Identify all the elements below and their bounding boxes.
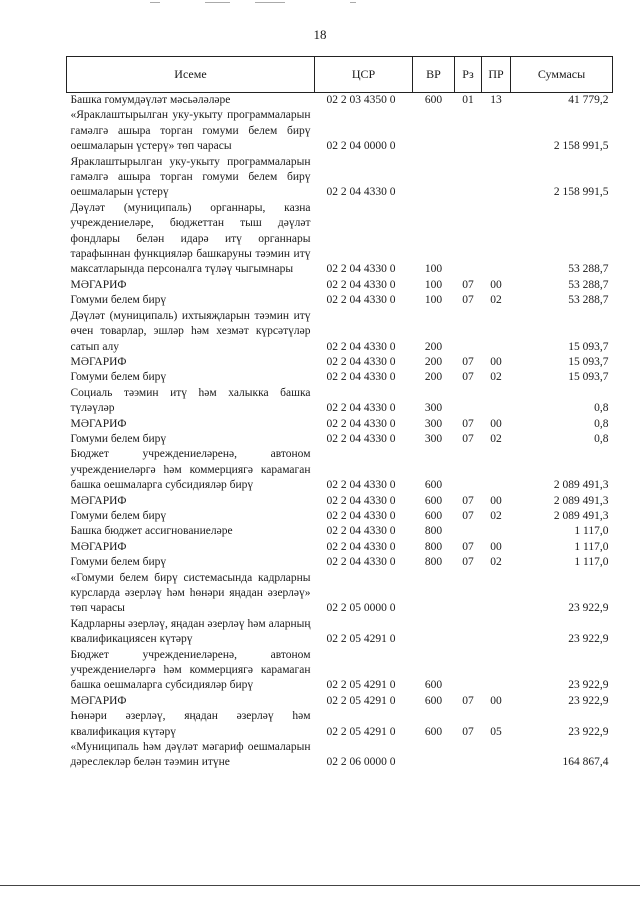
header-vr: ВР <box>413 57 455 93</box>
cell-vr <box>413 155 455 201</box>
cell-sum: 53 288,7 <box>568 263 609 276</box>
cell-vr: 800 <box>424 556 443 569</box>
cell-pr: 13 <box>490 94 502 106</box>
cell-pr: 00 <box>490 278 502 291</box>
cell-pr <box>482 617 511 648</box>
cell-name: МӘГАРИФ <box>70 694 127 707</box>
cell-rz <box>455 447 482 493</box>
cell-csr: 02 2 03 4350 0 <box>326 94 396 106</box>
cell-csr: 02 2 04 4330 0 <box>326 479 396 492</box>
cell-name: Бюджет учреждениеләренә, автоном учреждениеләргә һәм коммерциягә карамаган башка оешмаларга субсидияләр бирү <box>70 648 311 692</box>
cell-sum: 23 922,9 <box>568 694 609 707</box>
cell-rz <box>455 386 482 417</box>
cell-vr: 100 <box>424 278 443 291</box>
cell-name: Гомуми белем бирү <box>70 432 167 445</box>
table-row <box>67 309 613 355</box>
cell-name: МӘГАРИФ <box>70 278 127 291</box>
cell-rz: 07 <box>462 294 474 307</box>
cell-vr: 200 <box>424 340 443 353</box>
table-row <box>67 555 613 570</box>
scan-artifact-line <box>150 2 160 3</box>
table-row <box>67 93 613 109</box>
cell-vr <box>413 617 455 648</box>
cell-vr: 100 <box>424 263 443 276</box>
cell-name: Гомуми белем бирү <box>70 556 167 569</box>
cell-vr <box>413 740 455 771</box>
cell-csr: 02 2 04 4330 0 <box>326 355 396 368</box>
header-csr: ЦСР <box>315 57 413 93</box>
cell-pr: 02 <box>490 294 502 307</box>
cell-csr: 02 2 05 4291 0 <box>326 694 396 707</box>
cell-rz: 07 <box>462 556 474 569</box>
cell-name: МӘГАРИФ <box>70 417 127 430</box>
cell-pr <box>482 155 511 201</box>
cell-rz <box>455 155 482 201</box>
table-row <box>67 370 613 385</box>
cell-pr: 02 <box>490 556 502 569</box>
cell-sum: 1 117,0 <box>574 556 609 569</box>
table-header-row <box>67 57 613 93</box>
cell-pr: 00 <box>490 540 502 553</box>
scan-artifact-line <box>350 2 356 3</box>
cell-sum: 0,8 <box>594 432 609 445</box>
cell-sum: 2 158 991,5 <box>553 140 609 153</box>
cell-pr <box>482 571 511 617</box>
cell-vr: 200 <box>424 355 443 368</box>
cell-vr: 600 <box>424 694 443 707</box>
header-rz: Рз <box>455 57 482 93</box>
cell-csr: 02 2 04 4330 0 <box>326 186 396 199</box>
cell-name: Яраклаштырылган уку-укыту программаларын гамәлгә ашыра торган гомуми белем бирү оешмаларын үстерү <box>70 155 311 199</box>
cell-csr: 02 2 06 0000 0 <box>326 756 396 769</box>
cell-name: Башка бюджет ассигнованиеләре <box>70 525 233 538</box>
cell-rz: 07 <box>462 371 474 384</box>
cell-name: Һөнәри әзерләү, яңадан әзерләү һәм квалификация күтәрү <box>70 710 311 738</box>
table-body <box>67 93 613 771</box>
table-row <box>67 648 613 694</box>
cell-vr: 600 <box>424 725 443 738</box>
cell-vr: 300 <box>424 432 443 445</box>
table-row <box>67 432 613 447</box>
cell-pr: 02 <box>490 371 502 384</box>
cell-csr: 02 2 04 4330 0 <box>326 432 396 445</box>
cell-csr: 02 2 04 4330 0 <box>326 402 396 415</box>
table-row <box>67 740 613 771</box>
header-pr: ПР <box>482 57 511 93</box>
cell-rz: 07 <box>462 540 474 553</box>
cell-name: Бюджет учреждениеләренә, автоном учреждениеләргә һәм коммерциягә карамаган башка оешмаларга субсидияләр бирү <box>70 448 311 492</box>
cell-name: Гомуми белем бирү <box>70 509 167 522</box>
header-sum: Суммасы <box>511 57 613 93</box>
cell-sum: 1 117,0 <box>574 540 609 553</box>
cell-rz <box>455 571 482 617</box>
table-row <box>67 494 613 509</box>
table-row <box>67 709 613 740</box>
budget-table <box>66 56 613 771</box>
table-row <box>67 447 613 493</box>
cell-rz: 07 <box>462 694 474 707</box>
cell-name: «Гомуми белем бирү системасында кадрларны курсларда әзерләү һәм һөнәри яңадан әзерләү» төп чарасы <box>70 571 311 615</box>
cell-vr: 600 <box>424 509 443 522</box>
cell-vr: 800 <box>424 525 443 538</box>
cell-pr <box>482 740 511 771</box>
page-number: 18 <box>313 27 327 42</box>
cell-rz <box>455 108 482 154</box>
cell-rz: 07 <box>462 355 474 368</box>
cell-rz: 07 <box>462 725 474 738</box>
table-row <box>67 694 613 709</box>
cell-sum: 53 288,7 <box>568 294 609 307</box>
cell-name: Гомуми белем бирү <box>70 371 167 384</box>
table-row <box>67 293 613 308</box>
cell-name: МӘГАРИФ <box>70 355 127 368</box>
cell-sum: 2 158 991,5 <box>553 186 609 199</box>
cell-sum: 23 922,9 <box>568 602 609 615</box>
cell-rz <box>455 309 482 355</box>
cell-name: Дәүләт (муниципаль) ихтыяҗларын тәэмин итү өчен товарлар, эшләр һәм хезмәт күрсәтүләр сатып алу <box>70 309 311 353</box>
cell-vr: 600 <box>424 94 443 106</box>
cell-pr: 00 <box>490 417 502 430</box>
cell-vr <box>413 108 455 154</box>
cell-vr: 600 <box>424 494 443 507</box>
cell-name: Дәүләт (муниципаль) органнары, казна учреждениеләре, бюджеттан тыш дәүләт фондлары белән идарә итү органнары тарафыннан функцияләр башкаруны тәэмин итү максатларында персоналга түләү чыгымнары <box>70 201 311 276</box>
cell-sum: 0,8 <box>594 402 609 415</box>
table-row <box>67 278 613 293</box>
cell-pr: 02 <box>490 432 502 445</box>
cell-csr: 02 2 04 4330 0 <box>326 494 396 507</box>
cell-pr: 05 <box>490 725 502 738</box>
cell-rz: 07 <box>462 509 474 522</box>
cell-rz <box>455 648 482 694</box>
cell-rz <box>455 524 482 539</box>
cell-csr: 02 2 05 4291 0 <box>326 679 396 692</box>
cell-csr: 02 2 04 4330 0 <box>326 340 396 353</box>
cell-csr: 02 2 04 4330 0 <box>326 417 396 430</box>
table-row <box>67 155 613 201</box>
table-row <box>67 355 613 370</box>
cell-vr <box>413 571 455 617</box>
scan-artifact-line <box>255 2 285 3</box>
table-row <box>67 524 613 539</box>
cell-sum: 23 922,9 <box>568 633 609 646</box>
cell-rz: 01 <box>462 94 474 106</box>
table-row <box>67 509 613 524</box>
cell-rz: 07 <box>462 432 474 445</box>
cell-csr: 02 2 05 4291 0 <box>326 725 396 738</box>
cell-csr: 02 2 04 4330 0 <box>326 278 396 291</box>
cell-pr <box>482 108 511 154</box>
budget-table-container <box>66 56 612 771</box>
cell-pr <box>482 524 511 539</box>
cell-vr: 800 <box>424 540 443 553</box>
page-bottom-border <box>0 885 640 886</box>
cell-sum: 53 288,7 <box>568 278 609 291</box>
cell-rz <box>455 740 482 771</box>
cell-csr: 02 2 04 4330 0 <box>326 294 396 307</box>
cell-vr: 100 <box>424 294 443 307</box>
cell-sum: 2 089 491,3 <box>553 509 609 522</box>
cell-rz <box>455 617 482 648</box>
cell-rz: 07 <box>462 417 474 430</box>
cell-csr: 02 2 04 4330 0 <box>326 509 396 522</box>
cell-sum: 2 089 491,3 <box>553 494 609 507</box>
cell-vr: 600 <box>424 679 443 692</box>
cell-name: «Яраклаштырылган уку-укыту программаларын гамәлгә ашыра торган гомуми белем бирү оешмаларын үстерү» төп чарасы <box>70 109 311 153</box>
header-name: Исеме <box>67 57 315 93</box>
cell-pr <box>482 447 511 493</box>
cell-rz: 07 <box>462 494 474 507</box>
cell-sum: 41 779,2 <box>568 94 609 106</box>
table-row <box>67 386 613 417</box>
cell-csr: 02 2 04 4330 0 <box>326 556 396 569</box>
cell-csr: 02 2 04 0000 0 <box>326 140 396 153</box>
table-row <box>67 201 613 278</box>
cell-csr: 02 2 04 4330 0 <box>326 540 396 553</box>
cell-sum: 23 922,9 <box>568 725 609 738</box>
cell-pr <box>482 386 511 417</box>
table-row <box>67 540 613 555</box>
cell-csr: 02 2 04 4330 0 <box>326 525 396 538</box>
cell-pr: 00 <box>490 494 502 507</box>
cell-pr <box>482 201 511 278</box>
cell-name: Кадрларны әзерләү, яңадан әзерләү һәм аларның квалификациясен күтәрү <box>70 617 311 646</box>
cell-sum: 15 093,7 <box>568 355 609 368</box>
cell-csr: 02 2 04 4330 0 <box>326 371 396 384</box>
cell-pr: 00 <box>490 694 502 707</box>
cell-name: «Муниципаль һәм дәүләт мәгариф оешмаларын дәреслекләр белән тәэмин итүне <box>70 741 311 769</box>
cell-name: МӘГАРИФ <box>70 540 127 553</box>
cell-vr: 600 <box>424 479 443 492</box>
scan-artifact-line <box>205 2 230 3</box>
cell-csr: 02 2 05 4291 0 <box>326 633 396 646</box>
cell-vr: 300 <box>424 417 443 430</box>
table-row <box>67 617 613 648</box>
table-row <box>67 108 613 154</box>
cell-vr: 300 <box>424 402 443 415</box>
cell-rz <box>455 201 482 278</box>
cell-sum: 23 922,9 <box>568 679 609 692</box>
cell-sum: 1 117,0 <box>574 525 609 538</box>
cell-vr: 200 <box>424 371 443 384</box>
cell-name: МӘГАРИФ <box>70 494 127 507</box>
cell-sum: 15 093,7 <box>568 371 609 384</box>
cell-sum: 15 093,7 <box>568 340 609 353</box>
cell-csr: 02 2 04 4330 0 <box>326 263 396 276</box>
cell-pr <box>482 309 511 355</box>
cell-pr: 02 <box>490 509 502 522</box>
table-row <box>67 571 613 617</box>
cell-name: Гомуми белем бирү <box>70 294 167 307</box>
cell-pr <box>482 648 511 694</box>
cell-csr: 02 2 05 0000 0 <box>326 602 396 615</box>
cell-sum: 164 867,4 <box>562 756 609 769</box>
cell-name: Башка гомумдәүләт мәсьәләләре <box>70 94 231 106</box>
table-row <box>67 417 613 432</box>
cell-pr: 00 <box>490 355 502 368</box>
cell-rz: 07 <box>462 278 474 291</box>
cell-sum: 0,8 <box>594 417 609 430</box>
cell-sum: 2 089 491,3 <box>553 479 609 492</box>
cell-name: Социаль тәэмин итү һәм халыкка башка түләүләр <box>70 386 311 415</box>
